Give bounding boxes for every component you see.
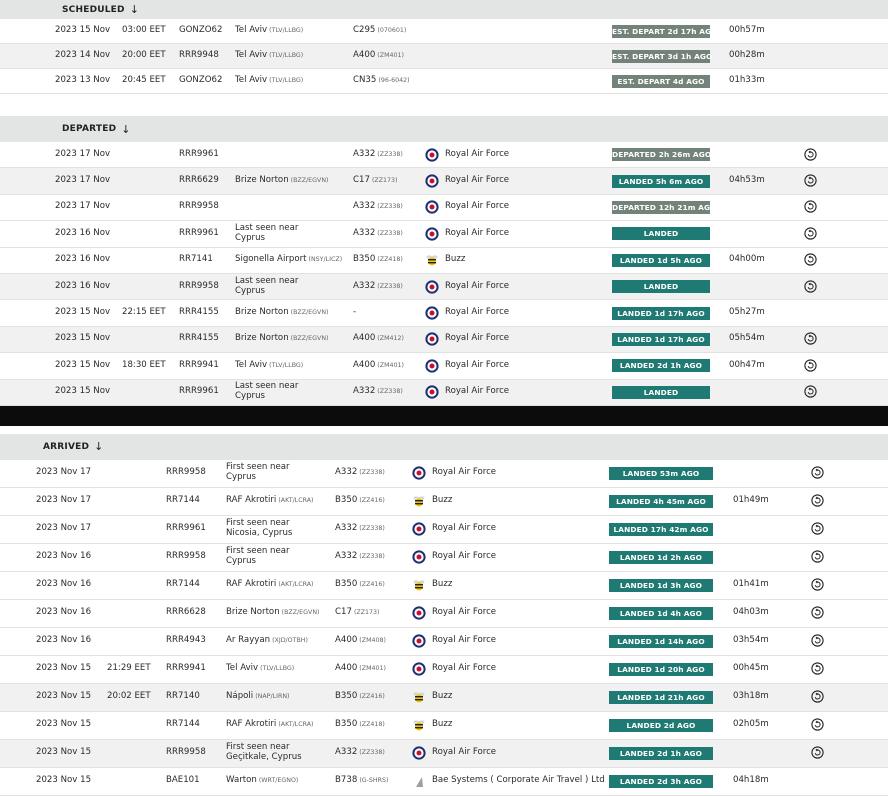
airport-code: (TLV/LLBG)	[258, 665, 295, 673]
aircraft-registration: (ZM412)	[375, 335, 404, 343]
raf-roundel-icon	[425, 148, 439, 162]
date-cell: 2023 15 Nov	[55, 307, 111, 318]
status-badge: LANDED 1d 2h AGO	[609, 551, 713, 564]
time-cell: 03:00 EET	[122, 25, 166, 35]
aircraft-type: B350 (ZZ418)	[353, 254, 403, 265]
operator-name: Royal Air Force	[445, 359, 510, 370]
status-badge: EST. DEPART 4d AGO	[612, 75, 710, 88]
date-cell: 2023 Nov 17	[36, 495, 92, 506]
destination: First seen near Geçitkale, Cyprus	[226, 742, 302, 763]
flight-row[interactable]	[0, 380, 888, 406]
flight-number: RRR9958	[166, 747, 206, 758]
destination: Ar Rayyan (XJD/OTBH)	[226, 635, 308, 646]
destination: RAF Akrotiri (AKT/LCRA)	[226, 719, 314, 730]
status-badge: LANDED 5h 6m AGO	[612, 175, 710, 188]
date-cell: 2023 15 Nov	[55, 359, 111, 370]
date-cell: 2023 Nov 17	[36, 467, 92, 478]
airport-code: (BZZ/EGVN)	[288, 309, 329, 317]
replay-icon[interactable]	[804, 253, 817, 266]
date-cell: 2023 17 Nov	[55, 201, 111, 212]
aircraft-registration: (ZZ418)	[357, 721, 385, 729]
flight-number: BAE101	[166, 775, 200, 786]
flight-number: RRR9941	[179, 359, 219, 370]
operator-name: Royal Air Force	[432, 607, 497, 618]
raf-roundel-icon	[425, 332, 439, 346]
flight-duration: 04h00m	[729, 254, 765, 265]
status-badge: DEPARTED 12h 21m AGO	[612, 202, 717, 212]
aircraft-registration: (ZZ338)	[375, 229, 403, 237]
replay-icon[interactable]	[804, 385, 817, 398]
status-badge: LANDED	[612, 227, 710, 240]
date-cell: 2023 Nov 15	[36, 691, 92, 702]
aircraft-registration: (ZM401)	[357, 665, 386, 673]
bae-tail-icon	[412, 774, 426, 788]
replay-icon[interactable]	[811, 718, 824, 731]
status-badge: LANDED 17h 42m AGO	[609, 523, 713, 536]
date-cell: 2023 16 Nov	[55, 280, 111, 291]
aircraft-registration: (ZM401)	[375, 361, 404, 369]
aircraft-type: B350 (ZZ416)	[335, 691, 385, 702]
aircraft-type: B350 (ZZ416)	[335, 579, 385, 590]
operator-name: Royal Air Force	[445, 280, 510, 291]
flight-row[interactable]	[0, 69, 888, 94]
aircraft-type: A332 (ZZ338)	[353, 227, 403, 238]
page-separator	[0, 406, 888, 426]
scheduled-title: SCHEDULED	[62, 4, 125, 15]
operator-name: Royal Air Force	[445, 148, 510, 159]
raf-roundel-icon	[412, 746, 426, 760]
date-cell: 2023 16 Nov	[55, 254, 111, 265]
status-badge: LANDED 4h 45m AGO	[609, 495, 713, 508]
flight-duration: 03h18m	[733, 691, 769, 702]
status-badge: LANDED	[612, 280, 710, 293]
replay-icon[interactable]	[804, 174, 817, 187]
aircraft-type: CN35 (96-6042)	[353, 75, 410, 85]
flight-duration: 05h54m	[729, 333, 765, 344]
scheduled-section	[0, 0, 888, 94]
date-cell: 2023 Nov 16	[36, 607, 92, 618]
replay-icon[interactable]	[811, 550, 824, 563]
destination: Warton (WRT/EGNO)	[226, 775, 299, 786]
status-badge: LANDED 1d 21h AGO	[609, 691, 713, 704]
replay-icon[interactable]	[811, 606, 824, 619]
status-badge: EST. DEPART 3d 1h AGO	[612, 51, 713, 61]
flight-number: RR7140	[166, 691, 200, 702]
flight-row[interactable]	[0, 684, 888, 712]
operator-name: Royal Air Force	[432, 747, 497, 758]
flight-duration: 00h45m	[733, 663, 769, 674]
arrived-section	[0, 434, 888, 796]
flight-number: GONZO62	[179, 75, 223, 85]
replay-icon[interactable]	[804, 200, 817, 213]
flight-duration: 00h57m	[729, 25, 765, 35]
aircraft-registration: (ZZ338)	[357, 525, 385, 533]
date-cell: 2023 17 Nov	[55, 175, 111, 186]
aircraft-type: A400 (ZM412)	[353, 333, 404, 344]
flight-row[interactable]	[0, 274, 888, 300]
flight-number: RRR9961	[179, 227, 219, 238]
aircraft-type: A332 (ZZ338)	[335, 523, 385, 534]
airport-code: (WRT/EGNO)	[256, 777, 299, 785]
operator-name: Buzz	[432, 719, 453, 730]
operator-name: Royal Air Force	[445, 307, 510, 318]
destination: Last seen near Cyprus	[235, 381, 299, 402]
destination: First seen near Cyprus	[226, 462, 290, 483]
aircraft-registration: (ZZ338)	[357, 469, 385, 477]
status-badge: LANDED 1d 4h AGO	[609, 607, 713, 620]
date-cell: 2023 Nov 16	[36, 551, 92, 562]
flight-row[interactable]	[0, 44, 888, 69]
airport-code: (TLV/LLBG)	[267, 77, 304, 84]
aircraft-type: A332 (ZZ338)	[335, 467, 385, 478]
replay-icon[interactable]	[811, 634, 824, 647]
status-badge: EST. DEPART 2d 17h AGO	[612, 26, 718, 36]
aircraft-type: A400 (ZM401)	[353, 359, 404, 370]
raf-roundel-icon	[425, 174, 439, 188]
flight-duration: 05h27m	[729, 307, 765, 318]
operator-name: Buzz	[432, 495, 453, 506]
airport-code: (BZZ/EGVN)	[288, 335, 329, 343]
aircraft-type: A332 (ZZ338)	[353, 280, 403, 291]
destination: Nápoli (NAP/LIRN)	[226, 691, 290, 702]
operator-name: Royal Air Force	[432, 663, 497, 674]
aircraft-registration: (ZZ416)	[357, 497, 385, 505]
raf-roundel-icon	[425, 385, 439, 399]
time-cell: 22:15 EET	[122, 307, 166, 318]
aircraft-registration: (ZZ338)	[357, 749, 385, 757]
status-badge: LANDED 1d 14h AGO	[609, 635, 713, 648]
flight-row[interactable]	[0, 248, 888, 274]
raf-roundel-icon	[412, 634, 426, 648]
destination: RAF Akrotiri (AKT/LCRA)	[226, 495, 314, 506]
operator-name: Royal Air Force	[432, 635, 497, 646]
flight-number: RRR9958	[166, 551, 206, 562]
status-badge: DEPARTED 2h 26m AGO	[612, 150, 712, 160]
flight-number: RRR9961	[179, 386, 219, 397]
replay-icon[interactable]	[804, 332, 817, 345]
airport-code: (TLV/LLBG)	[267, 27, 304, 34]
flight-number: RR7141	[179, 254, 213, 265]
replay-icon[interactable]	[811, 690, 824, 703]
operator-name: Royal Air Force	[432, 523, 497, 534]
aircraft-type: A332 (ZZ338)	[353, 148, 403, 159]
aircraft-registration: (ZZ338)	[375, 388, 403, 396]
replay-icon[interactable]	[811, 662, 824, 675]
flight-number: RR7144	[166, 579, 200, 590]
aircraft-registration: (ZZ416)	[357, 581, 385, 589]
flight-row[interactable]	[0, 628, 888, 656]
destination: Sigonella Airport (NSY/LICZ)	[235, 254, 343, 265]
raf-roundel-icon	[425, 280, 439, 294]
time-cell: 21:29 EET	[107, 663, 151, 674]
scheduled-header[interactable]	[0, 0, 888, 19]
arrow-down-icon[interactable]: ↓	[121, 122, 131, 136]
aircraft-type: A332 (ZZ338)	[335, 747, 385, 758]
aircraft-registration: (ZZ173)	[369, 177, 398, 185]
time-cell: 20:02 EET	[107, 691, 151, 702]
aircraft-registration: (ZM408)	[357, 637, 386, 645]
departed-header[interactable]	[0, 116, 888, 142]
flight-duration: 01h41m	[733, 579, 769, 590]
aircraft-registration: (070601)	[375, 27, 407, 34]
airport-code: (BZZ/EGVN)	[279, 609, 320, 617]
bee-icon	[412, 718, 426, 732]
date-cell: 2023 Nov 15	[36, 663, 92, 674]
replay-icon[interactable]	[811, 494, 824, 507]
destination: Tel Aviv (TLV/LLBG)	[235, 359, 304, 370]
destination: First seen near Cyprus	[226, 546, 290, 567]
status-badge: LANDED 2d 3h AGO	[609, 775, 713, 788]
flight-number: RRR9941	[166, 663, 206, 674]
status-badge: LANDED 1d 17h AGO	[612, 333, 710, 346]
flight-number: GONZO62	[179, 25, 223, 35]
departed-section	[0, 116, 888, 406]
destination: Tel Aviv (TLV/LLBG)	[235, 50, 304, 60]
date-cell: 2023 14 Nov	[55, 50, 111, 60]
flight-number: RRR6628	[166, 607, 206, 618]
flight-row[interactable]	[0, 19, 888, 44]
raf-roundel-icon	[425, 359, 439, 373]
airport-code: (AKT/LCRA)	[276, 581, 314, 589]
replay-icon[interactable]	[811, 522, 824, 535]
flight-duration: 04h03m	[733, 607, 769, 618]
section-gap	[0, 94, 888, 116]
bee-icon	[412, 578, 426, 592]
operator-name: Buzz	[445, 254, 466, 265]
flight-duration: 02h05m	[733, 719, 769, 730]
aircraft-type: B350 (ZZ416)	[335, 495, 385, 506]
airport-code: (AKT/LCRA)	[276, 497, 314, 505]
aircraft-registration: (ZZ338)	[357, 553, 385, 561]
aircraft-type: C17 (ZZ173)	[335, 607, 380, 618]
operator-name: Royal Air Force	[445, 386, 510, 397]
operator-name: Royal Air Force	[445, 175, 510, 186]
status-badge: LANDED 2d 1h AGO	[612, 359, 710, 372]
status-badge: LANDED 1d 5h AGO	[612, 254, 710, 267]
flight-row[interactable]	[0, 195, 888, 221]
flight-row[interactable]	[0, 544, 888, 572]
flight-number: RR7144	[166, 719, 200, 730]
destination: RAF Akrotiri (AKT/LCRA)	[226, 579, 314, 590]
date-cell: 2023 Nov 15	[36, 719, 92, 730]
time-cell: 20:00 EET	[122, 50, 166, 60]
operator-name: Royal Air Force	[432, 467, 497, 478]
destination: Brize Norton (BZZ/EGVN)	[226, 607, 320, 618]
date-cell: 2023 16 Nov	[55, 227, 111, 238]
flight-row[interactable]	[0, 572, 888, 600]
arrived-header[interactable]	[0, 434, 888, 460]
destination: Brize Norton (BZZ/EGVN)	[235, 333, 329, 344]
flight-duration: 00h47m	[729, 359, 765, 370]
date-cell: 2023 15 Nov	[55, 25, 111, 35]
flight-duration: 01h33m	[729, 75, 765, 85]
destination: Last seen near Cyprus	[235, 275, 299, 296]
aircraft-type: B350 (ZZ418)	[335, 719, 385, 730]
aircraft-type: -	[353, 307, 357, 318]
aircraft-registration: (96-6042)	[376, 77, 410, 84]
bee-icon	[412, 494, 426, 508]
date-cell: 2023 15 Nov	[55, 333, 111, 344]
date-cell: 2023 Nov 15	[36, 747, 92, 758]
operator-name: Royal Air Force	[445, 333, 510, 344]
flight-number: RRR4943	[166, 635, 206, 646]
replay-icon[interactable]	[811, 578, 824, 591]
operator-name: Royal Air Force	[432, 551, 497, 562]
aircraft-type: C17 (ZZ173)	[353, 175, 398, 186]
flight-number: RRR9958	[166, 467, 206, 478]
aircraft-type: A332 (ZZ338)	[335, 551, 385, 562]
flight-row[interactable]	[0, 221, 888, 247]
flight-number: RRR9961	[166, 523, 206, 534]
aircraft-type: A400 (ZM408)	[335, 635, 386, 646]
destination: Brize Norton (BZZ/EGVN)	[235, 307, 329, 318]
raf-roundel-icon	[412, 550, 426, 564]
time-cell: 20:45 EET	[122, 75, 166, 85]
flight-duration: 03h54m	[733, 635, 769, 646]
flight-duration: 01h49m	[733, 495, 769, 506]
operator-name: Bae Systems ( Corporate Air Travel ) Ltd	[432, 775, 605, 786]
aircraft-registration: (ZZ338)	[375, 282, 403, 290]
flight-number: RRR4155	[179, 333, 219, 344]
airport-code: (XJD/OTBH)	[270, 637, 308, 645]
flight-row[interactable]	[0, 768, 888, 796]
status-badge: LANDED 1d 17h AGO	[612, 307, 710, 320]
flight-row[interactable]	[0, 516, 888, 544]
flight-row[interactable]	[0, 460, 888, 488]
replay-icon[interactable]	[804, 227, 817, 240]
replay-icon[interactable]	[804, 148, 817, 161]
flight-number: RRR9948	[179, 50, 219, 60]
raf-roundel-icon	[412, 662, 426, 676]
aircraft-registration: (ZZ416)	[357, 693, 385, 701]
flight-row[interactable]	[0, 656, 888, 684]
raf-roundel-icon	[425, 306, 439, 320]
destination: Tel Aviv (TLV/LLBG)	[235, 25, 304, 35]
flight-row[interactable]	[0, 300, 888, 326]
status-badge: LANDED 2d 1h AGO	[609, 747, 713, 760]
flight-number: RRR9958	[179, 280, 219, 291]
operator-name: Royal Air Force	[445, 227, 510, 238]
aircraft-type: A332 (ZZ338)	[353, 201, 403, 212]
raf-roundel-icon	[412, 606, 426, 620]
aircraft-registration: (ZM401)	[375, 52, 404, 59]
flight-row[interactable]	[0, 327, 888, 353]
aircraft-registration: (G-SHRS)	[357, 777, 389, 785]
operator-name: Buzz	[432, 691, 453, 702]
flight-row[interactable]	[0, 488, 888, 516]
flight-number: RRR9958	[179, 201, 219, 212]
aircraft-type: A332 (ZZ338)	[353, 386, 403, 397]
flight-row[interactable]	[0, 353, 888, 379]
replay-icon[interactable]	[811, 746, 824, 759]
date-cell: 2023 17 Nov	[55, 148, 111, 159]
replay-icon[interactable]	[804, 359, 817, 372]
flight-row[interactable]	[0, 168, 888, 194]
status-badge: LANDED 53m AGO	[609, 467, 713, 480]
date-cell: 2023 13 Nov	[55, 75, 111, 85]
airport-code: (TLV/LLBG)	[267, 361, 304, 369]
status-badge: LANDED 1d 3h AGO	[609, 579, 713, 592]
date-cell: 2023 15 Nov	[55, 386, 111, 397]
aircraft-registration: (ZZ173)	[351, 609, 380, 617]
raf-roundel-icon	[425, 200, 439, 214]
destination: First seen near Nicosia, Cyprus	[226, 518, 293, 539]
airport-code: (NSY/LICZ)	[306, 256, 343, 264]
flight-number: RRR9961	[179, 148, 219, 159]
destination: Tel Aviv (TLV/LLBG)	[226, 663, 295, 674]
flight-row[interactable]	[0, 740, 888, 768]
raf-roundel-icon	[412, 466, 426, 480]
operator-name: Buzz	[432, 579, 453, 590]
section-gap	[0, 426, 888, 434]
aircraft-type: C295 (070601)	[353, 25, 407, 35]
replay-icon[interactable]	[811, 466, 824, 479]
flight-duration: 04h53m	[729, 175, 765, 186]
status-badge: LANDED 2d AGO	[609, 719, 713, 732]
flight-row[interactable]	[0, 712, 888, 740]
flight-number: RR7144	[166, 495, 200, 506]
destination: Brize Norton (BZZ/EGVN)	[235, 175, 329, 186]
raf-roundel-icon	[425, 227, 439, 241]
status-badge: LANDED 1d 20h AGO	[609, 663, 713, 676]
status-badge: LANDED	[612, 386, 710, 399]
date-cell: 2023 Nov 16	[36, 635, 92, 646]
airport-code: (NAP/LIRN)	[253, 693, 290, 701]
aircraft-type: A400 (ZM401)	[335, 663, 386, 674]
flight-number: RRR6629	[179, 175, 219, 186]
flight-duration: 04h18m	[733, 775, 769, 786]
date-cell: 2023 Nov 15	[36, 775, 92, 786]
arrow-down-icon[interactable]: ↓	[129, 3, 140, 16]
aircraft-type: A400 (ZM401)	[353, 50, 404, 60]
arrow-down-icon[interactable]: ↓	[94, 440, 104, 454]
flight-duration: 00h28m	[729, 50, 765, 60]
departed-title: DEPARTED	[62, 124, 117, 134]
date-cell: 2023 Nov 17	[36, 523, 92, 534]
bee-icon	[412, 690, 426, 704]
airport-code: (BZZ/EGVN)	[288, 177, 329, 185]
date-cell: 2023 Nov 16	[36, 579, 92, 590]
flight-number: RRR4155	[179, 307, 219, 318]
time-cell: 18:30 EET	[122, 359, 166, 370]
arrived-title: ARRIVED	[43, 441, 90, 452]
aircraft-registration: (ZZ338)	[375, 150, 403, 158]
flight-row[interactable]	[0, 600, 888, 628]
aircraft-registration: (ZZ418)	[375, 256, 403, 264]
destination: Tel Aviv (TLV/LLBG)	[235, 75, 304, 85]
airport-code: (TLV/LLBG)	[267, 52, 304, 59]
aircraft-type: B738 (G-SHRS)	[335, 775, 389, 786]
aircraft-registration: (ZZ338)	[375, 203, 403, 211]
flight-row[interactable]	[0, 142, 888, 168]
destination: Last seen near Cyprus	[235, 222, 299, 243]
operator-name: Royal Air Force	[445, 201, 510, 212]
airport-code: (AKT/LCRA)	[276, 721, 314, 729]
replay-icon[interactable]	[804, 280, 817, 293]
bee-icon	[425, 253, 439, 267]
raf-roundel-icon	[412, 522, 426, 536]
